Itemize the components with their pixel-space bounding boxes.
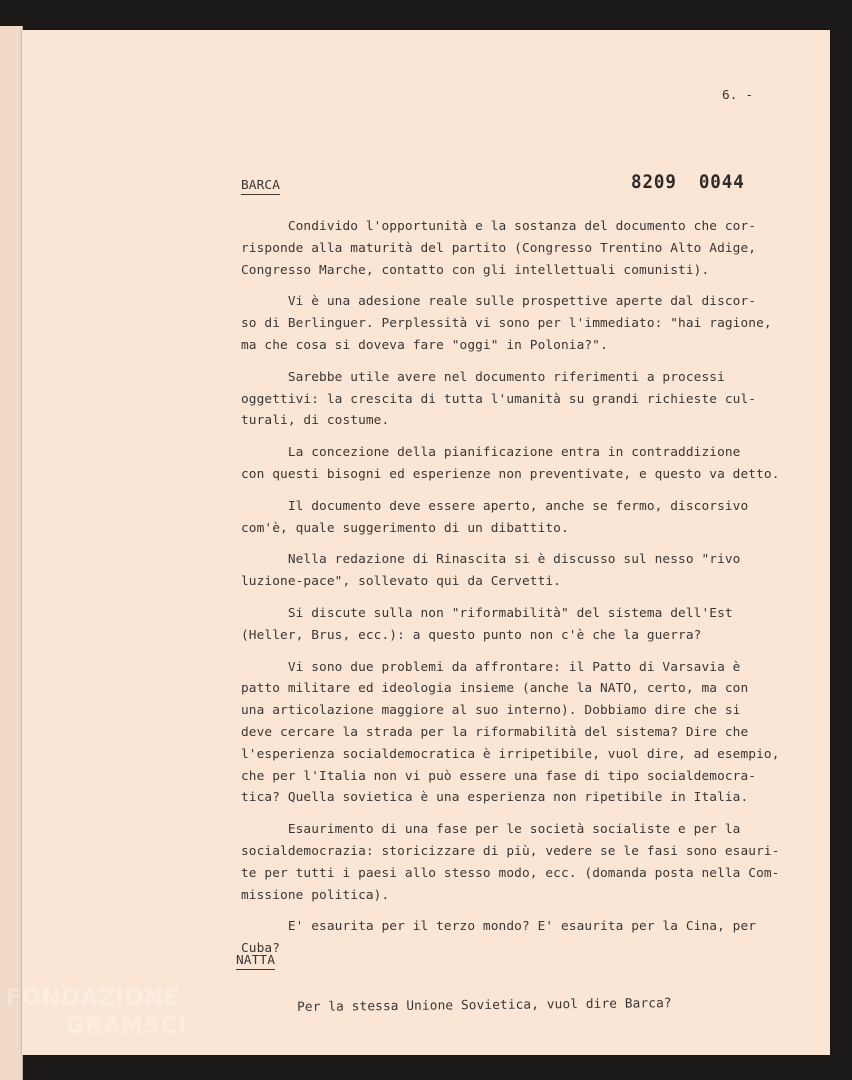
text-line: com'è, quale suggerimento di un dibattito.	[241, 520, 569, 536]
archive-code-part-1: 8209	[631, 171, 677, 193]
natta-question: Per la stessa Unione Sovietica, vuol dire Barca?	[297, 996, 672, 1015]
fondazione-gramsci-watermark	[6, 985, 187, 1041]
document-page	[22, 30, 830, 1055]
text-line: Vi è una adesione reale sulle prospettive aperte dal discor-	[241, 294, 757, 310]
archive-stamp-code	[631, 171, 767, 193]
text-line: La concezione della pianificazione entra in contraddizione	[241, 445, 741, 461]
paragraph	[241, 819, 801, 906]
paragraph	[241, 442, 801, 486]
paragraph	[241, 916, 801, 960]
speaker-heading-barca: BARCA	[241, 178, 281, 193]
text-line: che per l'Italia non vi può essere una fase di tipo socialdemocra-	[241, 768, 757, 784]
text-line: Sarebbe utile avere nel documento riferimenti a processi	[241, 369, 725, 385]
previous-page-edge	[0, 26, 23, 1080]
paragraph	[241, 657, 801, 810]
paragraph	[241, 367, 801, 432]
archive-code-part-2: 0044	[698, 171, 745, 193]
paragraph	[241, 216, 801, 281]
watermark-line-1: FONDAZIONE	[6, 986, 180, 1011]
text-line: turali, di costume.	[241, 413, 390, 429]
text-line: Congresso Marche, contatto con gli intellettuali comunisti).	[241, 262, 710, 278]
text-line: risponde alla maturità del partito (Congresso Trentino Alto Adige,	[241, 240, 757, 256]
text-line: Vi sono due problemi da affrontare: il Patto di Varsavia è	[241, 659, 741, 675]
text-line: l'esperienza socialdemocratica è irripetibile, vuol dire, ad esempio,	[241, 746, 780, 762]
text-line: patto militare ed ideologia insieme (anche la NATO, certo, ma con	[241, 681, 749, 697]
text-line: oggettivi: la crescita di tutta l'umanità su grandi richieste cul-	[241, 391, 757, 407]
text-line: socialdemocrazia: storicizzare di più, vedere se le fasi sono esauri-	[241, 843, 780, 859]
text-line: so di Berlinguer. Perplessità vi sono per l'immediato: "hai ragione,	[241, 316, 772, 332]
text-line: luzione-pace", sollevato qui da Cervetti.	[241, 574, 561, 590]
text-line: te per tutti i paesi allo stesso modo, ecc. (domanda posta nella Com-	[241, 865, 780, 881]
text-line: ma che cosa si doveva fare "oggi" in Polonia?".	[241, 337, 608, 353]
speaker-heading-natta: NATTA	[236, 953, 276, 968]
paragraph	[241, 603, 801, 647]
text-line: Esaurimento di una fase per le società socialiste e per la	[241, 822, 741, 838]
text-line: missione politica).	[241, 887, 390, 903]
text-line: (Heller, Brus, ecc.): a questo punto non c'è che la guerra?	[241, 627, 702, 643]
paragraph	[241, 496, 801, 540]
text-line: Condivido l'opportunità e la sostanza del documento che cor-	[241, 219, 757, 234]
text-line: deve cercare la strada per la riformabilità del sistema? Dire che	[241, 724, 749, 740]
text-line: Cuba?	[241, 941, 281, 957]
page-number: 6. -	[722, 88, 754, 103]
text-line: tica? Quella sovietica è una esperienza non ripetibile in Italia.	[241, 790, 749, 806]
watermark-line-2: GRAMSCI	[66, 1014, 188, 1039]
text-line: Si discute sulla non "riformabilità" del sistema dell'Est	[241, 605, 733, 621]
paragraph	[241, 291, 801, 356]
text-line: con questi bisogni ed esperienze non preventivate, e questo va detto.	[241, 466, 780, 482]
text-line: Nella redazione di Rinascita si è discusso sul nesso "rivo	[241, 552, 741, 568]
barca-statement	[241, 216, 801, 970]
text-line: Il documento deve essere aperto, anche se fermo, discorsivo	[241, 498, 749, 514]
paragraph	[241, 549, 801, 593]
text-line: una articolazione maggiore al suo interno). Dobbiamo dire che si	[241, 703, 741, 719]
text-line: E' esaurita per il terzo mondo? E' esaurita per la Cina, per	[241, 919, 757, 935]
